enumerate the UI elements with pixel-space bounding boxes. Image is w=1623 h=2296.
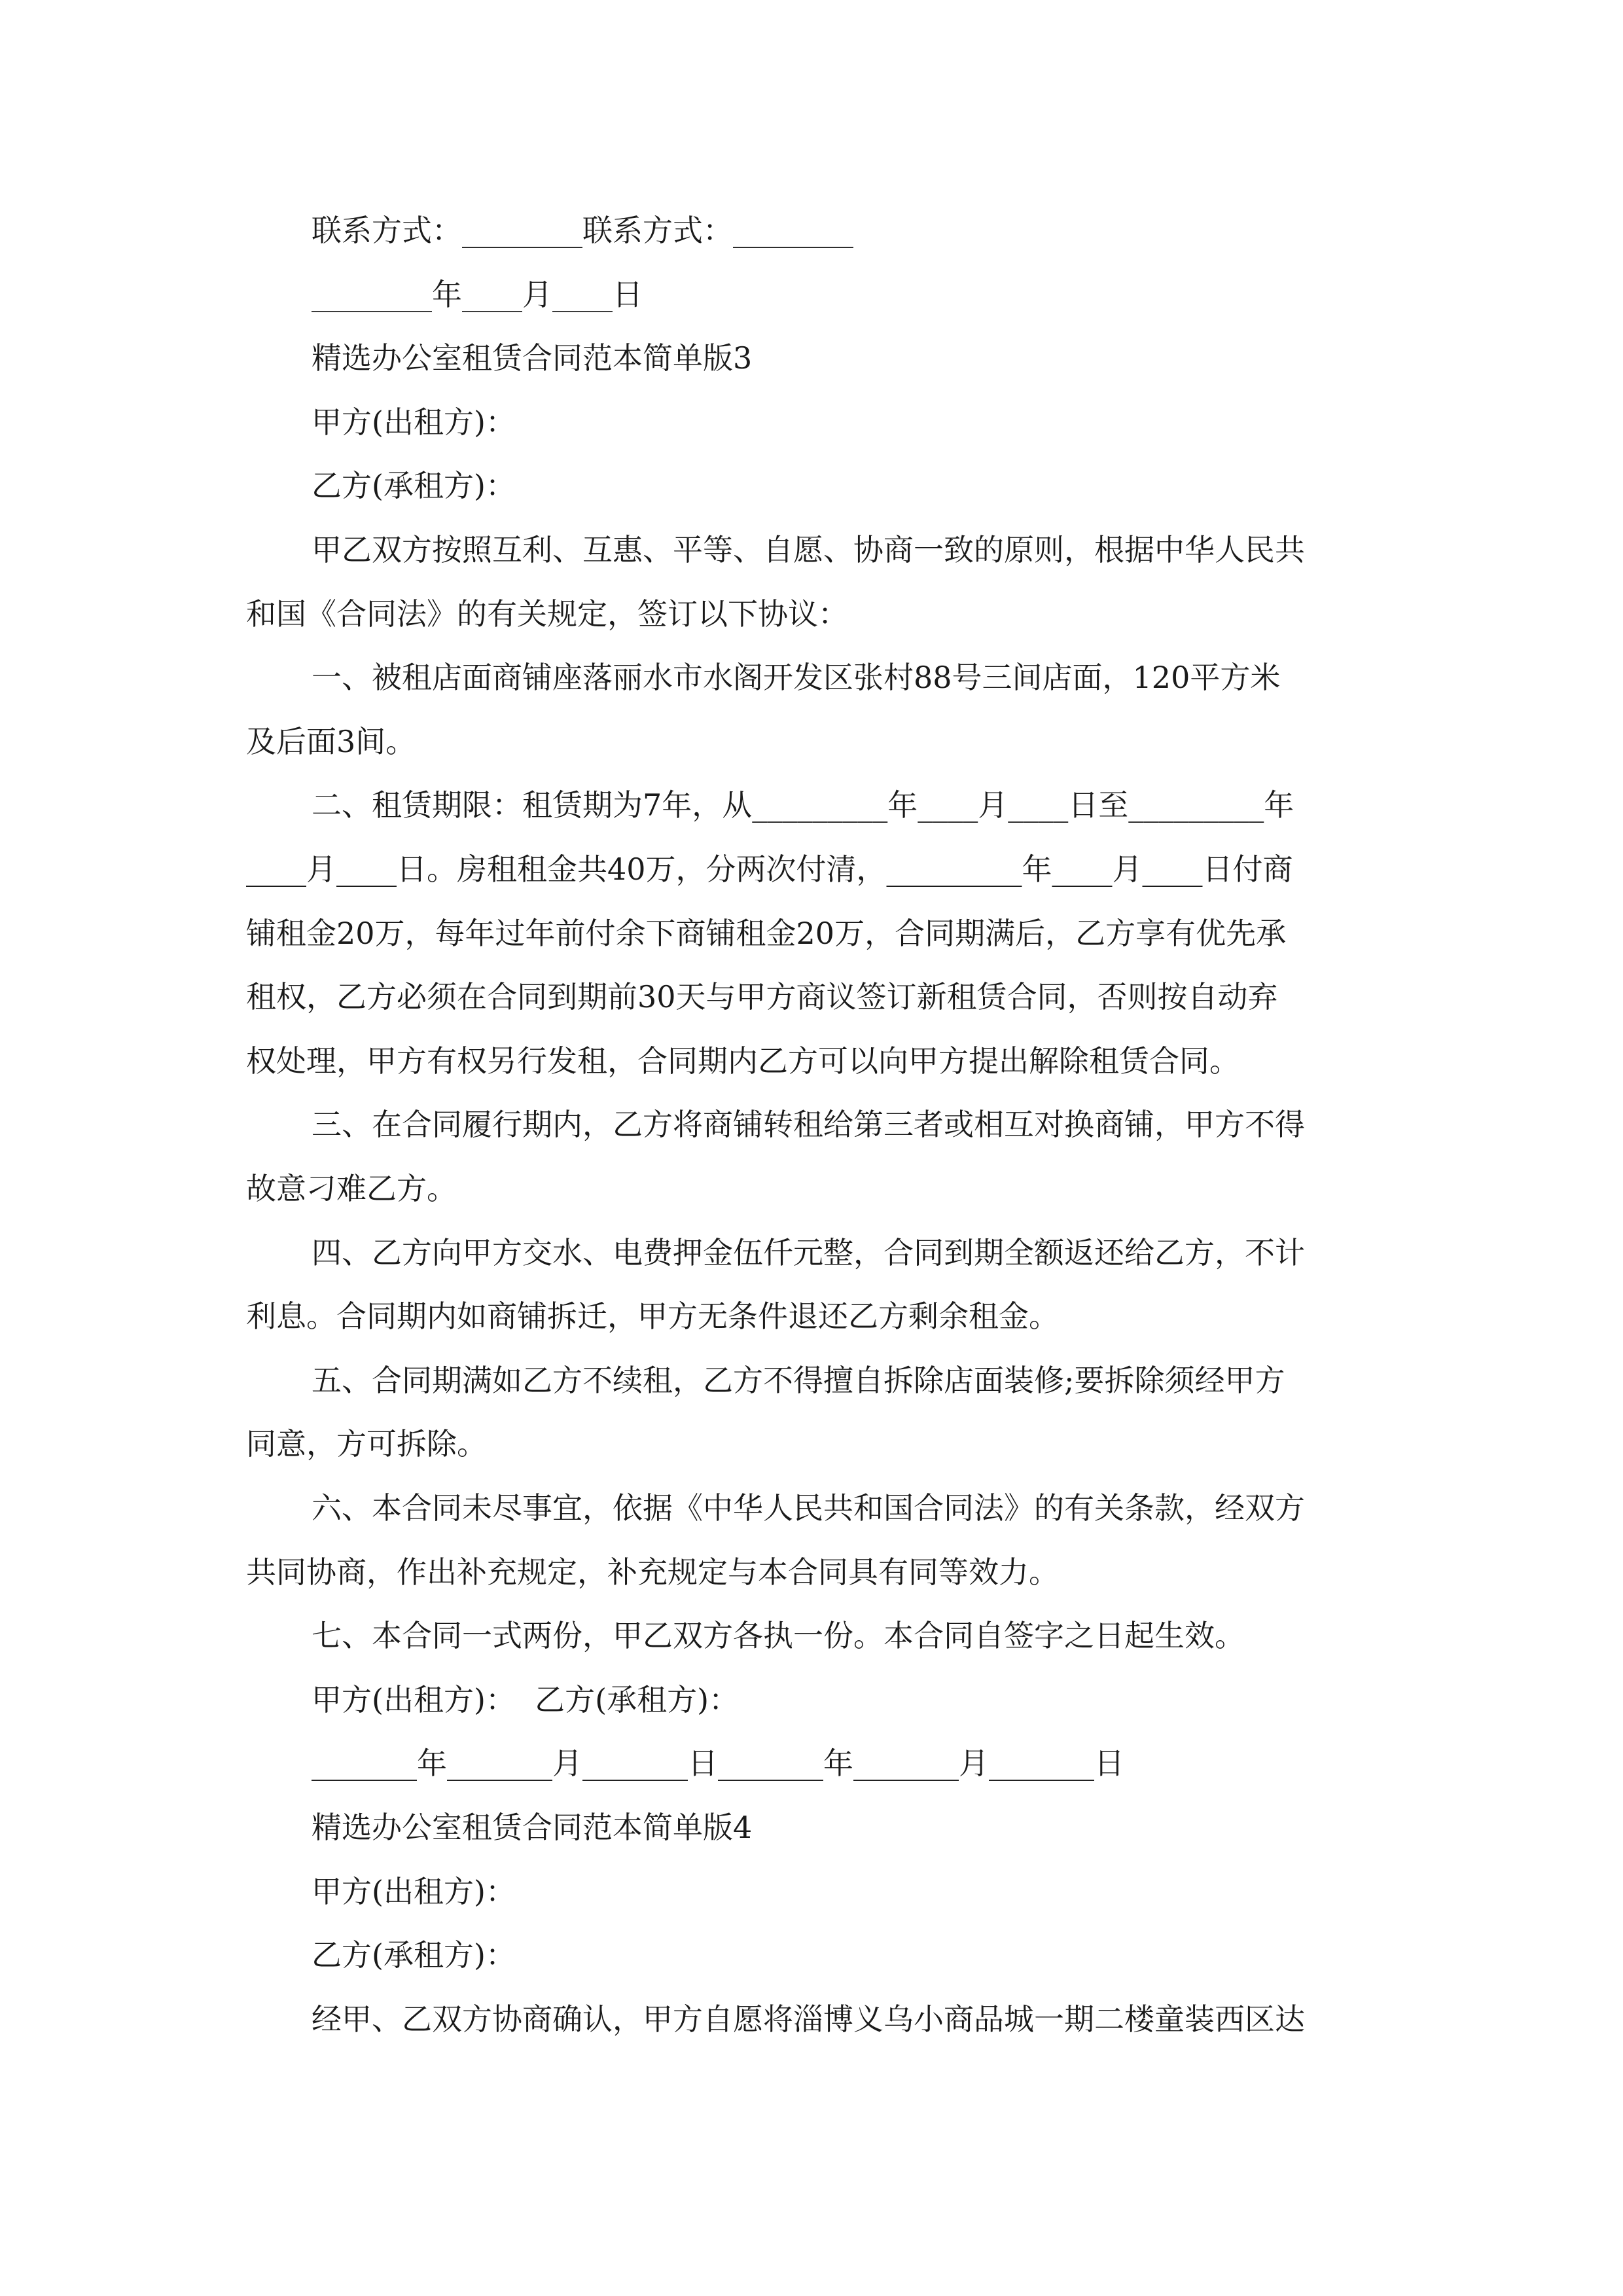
text-line: 同意，方可拆除。 bbox=[246, 1426, 487, 1462]
text-line: 乙方(承租方)： bbox=[312, 1937, 516, 1973]
text-line: 联系方式：________联系方式：________ bbox=[312, 213, 853, 248]
text-line: 甲乙双方按照互利、互惠、平等、自愿、协商一致的原则，根据中华人民共 bbox=[312, 532, 1305, 567]
text-line: 铺租金20万，每年过年前付余下商铺租金20万，合同期满后，乙方享有优先承 bbox=[246, 916, 1287, 951]
text-line: 二、租赁期限：租赁期为7年，从_________年____月____日至_________年 bbox=[312, 787, 1294, 823]
text-line: 精选办公室租赁合同范本简单版3 bbox=[312, 340, 753, 376]
text-line: 乙方(承租方)： bbox=[312, 468, 516, 503]
text-line: 甲方(出租方)： bbox=[312, 404, 516, 440]
text-line: 甲方(出租方)： 乙方(承租方)： bbox=[312, 1682, 740, 1717]
text-line: 经甲、乙双方协商确认，甲方自愿将淄博义乌小商品城一期二楼童装西区达 bbox=[312, 2001, 1305, 2037]
text-line: 五、合同期满如乙方不续租，乙方不得擅自拆除店面装修;要拆除须经甲方 bbox=[312, 1363, 1285, 1398]
text-line: 权处理，甲方有权另行发租，合同期内乙方可以向甲方提出解除租赁合同。 bbox=[246, 1043, 1240, 1079]
text-line: ____月____日。房租租金共40万，分两次付清，_________年____月____日付商 bbox=[246, 852, 1293, 887]
text-line: 六、本合同未尽事宜，依据《中华人民共和国合同法》的有关条款，经双方 bbox=[312, 1490, 1305, 1526]
text-line: 三、在合同履行期内，乙方将商铺转租给第三者或相互对换商铺，甲方不得 bbox=[312, 1107, 1305, 1142]
text-line: 一、被租店面商铺座落丽水市水阁开发区张村88号三间店面，120平方米 bbox=[312, 660, 1281, 695]
text-line: 七、本合同一式两份，甲乙双方各执一份。本合同自签字之日起生效。 bbox=[312, 1618, 1245, 1653]
text-line: 故意刁难乙方。 bbox=[246, 1171, 457, 1206]
text-line: 和国《合同法》的有关规定，签订以下协议： bbox=[246, 596, 848, 632]
text-line: 利息。合同期内如商铺拆迁，甲方无条件退还乙方剩余租金。 bbox=[246, 1299, 1059, 1334]
text-line: 及后面3间。 bbox=[246, 724, 416, 759]
text-line: _______年_______月_______日_______年_______月_______日 bbox=[312, 1746, 1124, 1781]
text-line: 甲方(出租方)： bbox=[312, 1874, 516, 1909]
text-line: 租权，乙方必须在合同到期前30天与甲方商议签订新租赁合同，否则按自动弃 bbox=[246, 979, 1278, 1014]
text-line: 精选办公室租赁合同范本简单版4 bbox=[312, 1810, 753, 1845]
text-line: 共同协商，作出补充规定，补充规定与本合同具有同等效力。 bbox=[246, 1554, 1059, 1590]
text-line: 四、乙方向甲方交水、电费押金伍仟元整，合同到期全额返还给乙方，不计 bbox=[312, 1235, 1305, 1270]
text-line: ________年____月____日 bbox=[312, 277, 643, 312]
